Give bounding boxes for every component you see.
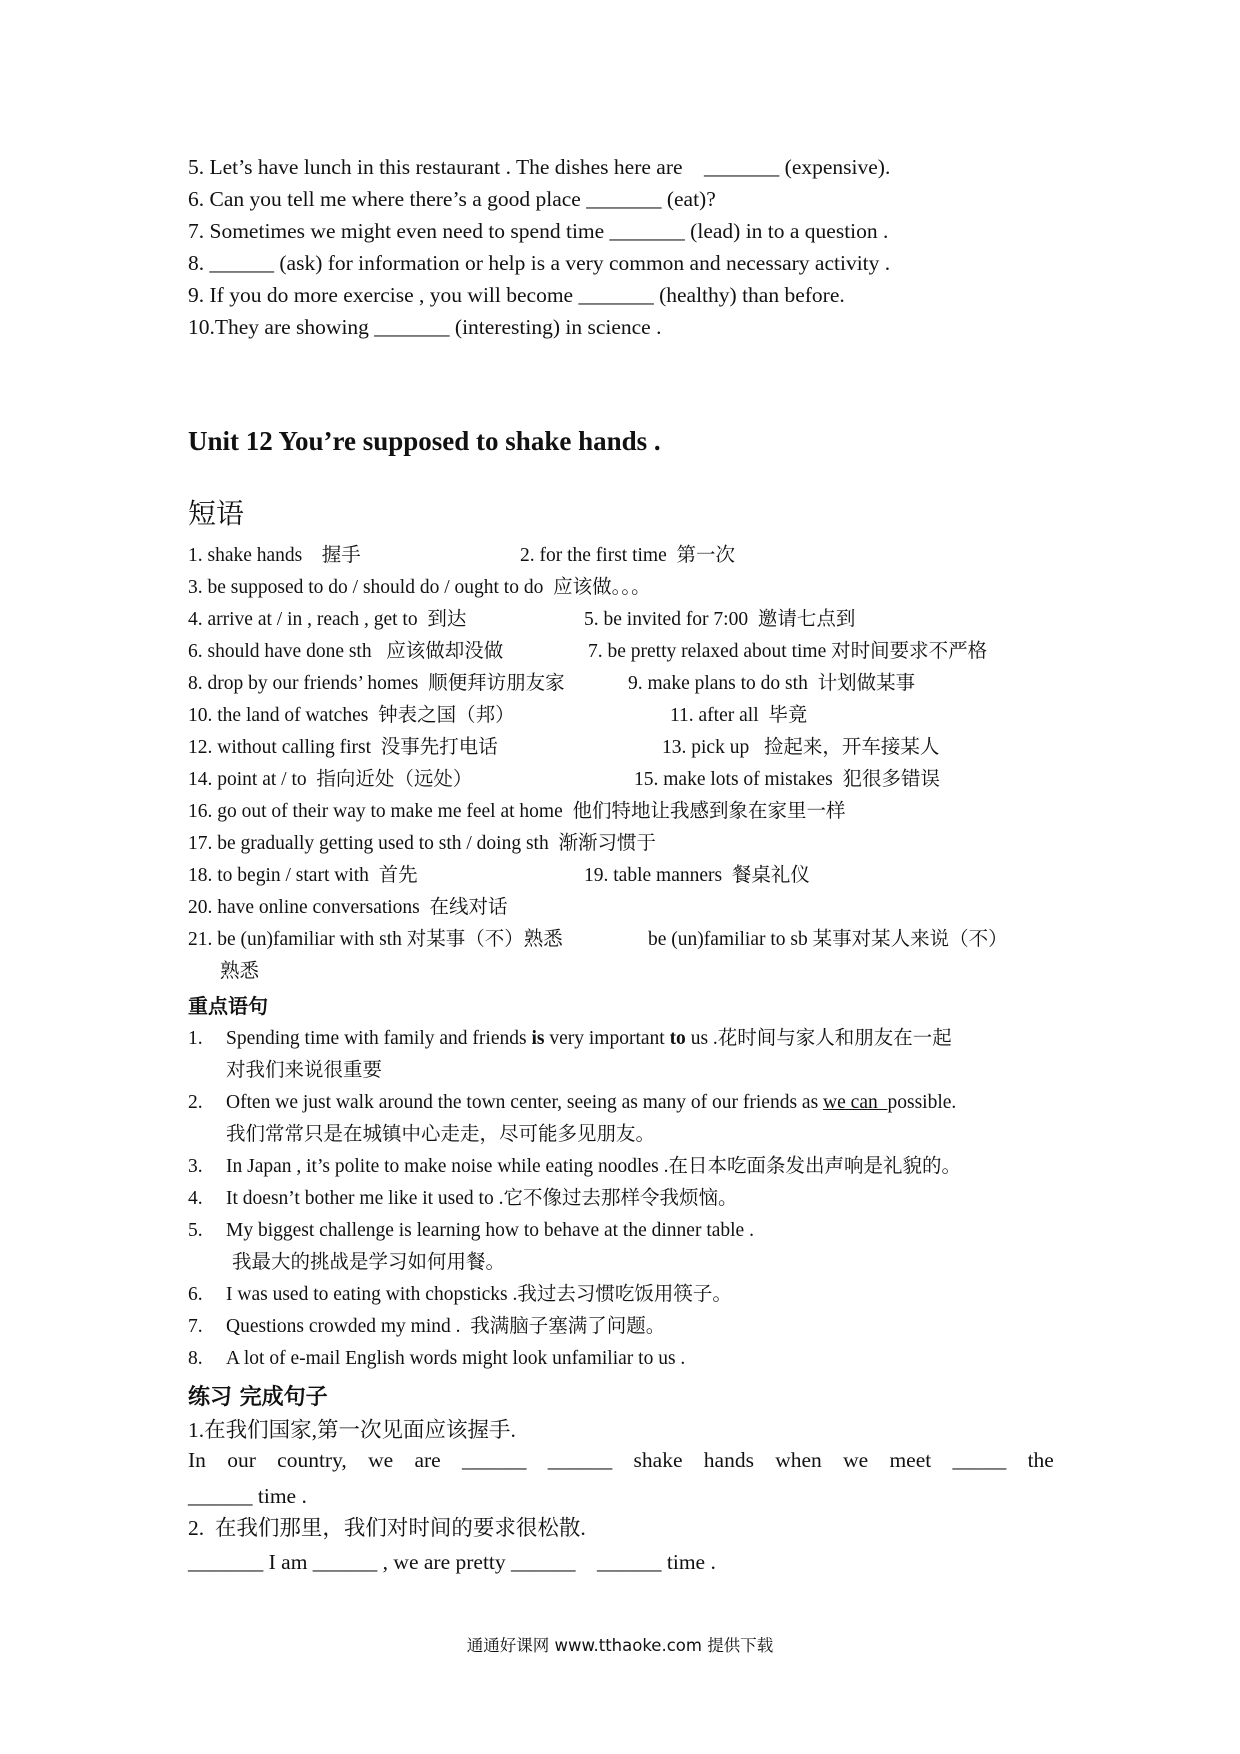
word: when — [775, 1448, 822, 1472]
practice-sentence — [188, 1448, 1054, 1473]
phrases-heading: 短语 — [188, 497, 245, 530]
phrase-item: 14. point at / to 指向近处（远处） — [188, 769, 473, 790]
word: the — [1027, 1448, 1054, 1472]
word: are — [414, 1448, 441, 1472]
sentence-translation: 对我们来说很重要 — [226, 1060, 383, 1081]
practice-sentence: _______ I am ______ , we are pretty ______ ______ time . — [188, 1550, 716, 1574]
sentence-text: I was used to eating with chopsticks .我过去习惯吃饭用筷子。 — [226, 1284, 732, 1305]
item-number: 8. — [188, 1348, 203, 1369]
phrase-item: 19. table manners 餐桌礼仪 — [584, 865, 810, 886]
phrase-item: 21. be (un)familiar with sth 对某事（不）熟悉 — [188, 929, 563, 950]
item-number: 7. — [188, 1316, 203, 1337]
exercise-item: 7. Sometimes we might even need to spend time _______ (lead) in to a question . — [188, 219, 889, 243]
exercise-item: 10.They are showing _______ (interesting) in science . — [188, 315, 662, 339]
item-number: 2. — [188, 1092, 203, 1113]
phrase-item: 3. be supposed to do / should do / ought to do 应该做。。。 — [188, 577, 651, 598]
word: we — [843, 1448, 869, 1472]
exercise-item: 9. If you do more exercise , you will become _______ (healthy) than before. — [188, 283, 845, 307]
phrase-item: 熟悉 — [220, 961, 260, 982]
sentence-text: Questions crowded my mind . 我满脑子塞满了问题。 — [226, 1316, 666, 1337]
item-number: 1. — [188, 1028, 203, 1049]
key-sentence — [0, 1152, 1240, 1184]
sentence-text — [226, 1024, 952, 1054]
blank[interactable]: ______ — [547, 1448, 613, 1472]
bold-word: to — [669, 1028, 686, 1049]
item-number: 6. — [188, 1284, 203, 1305]
phrase-item: 20. have online conversations 在线对话 — [188, 897, 508, 918]
phrase-item: 10. the land of watches 钟表之国（邦） — [188, 705, 515, 726]
item-number: 3. — [188, 1156, 203, 1177]
phrase-item: 13. pick up 捡起来，开车接某人 — [662, 737, 940, 758]
word: we — [368, 1448, 394, 1472]
text-run: Often we just walk around the town center, seeing as many of our friends as — [226, 1092, 824, 1113]
phrase-item: 1. shake hands 握手 — [188, 545, 361, 566]
sentence-text: It doesn’t bother me like it used to .它不像过去那样令我烦恼。 — [226, 1188, 738, 1209]
practice-heading: 练习 完成句子 — [188, 1385, 328, 1410]
phrase-item: 6. should have done sth 应该做却没做 — [188, 641, 504, 662]
sentence-text: My biggest challenge is learning how to behave at the dinner table . — [226, 1220, 754, 1241]
practice-sentence-cont: ______ time . — [188, 1484, 307, 1508]
phrase-item: 5. be invited for 7:00 邀请七点到 — [584, 609, 856, 630]
text-run: Spending time with family and friends — [226, 1028, 532, 1049]
phrase-item: 8. drop by our friends’ homes 顺便拜访朋友家 — [188, 673, 565, 694]
phrase-item: 18. to begin / start with 首先 — [188, 865, 418, 886]
word: our — [227, 1448, 256, 1472]
word: meet — [889, 1448, 932, 1472]
key-sentences-heading: 重点语句 — [188, 994, 268, 1018]
underlined-words: we can — [823, 1092, 888, 1113]
unit-title: Unit 12 You’re supposed to shake hands . — [188, 426, 661, 456]
phrase-item: 17. be gradually getting used to sth / doing sth 渐渐习惯于 — [188, 833, 656, 854]
key-sentence — [0, 1312, 1240, 1344]
sentence-text — [226, 1088, 956, 1118]
blank[interactable]: _____ — [952, 1448, 1007, 1472]
sentence-text: In Japan , it’s polite to make noise while eating noodles .在日本吃面条发出声响是礼貌的。 — [226, 1156, 961, 1177]
item-number: 4. — [188, 1188, 203, 1209]
word: shake — [633, 1448, 683, 1472]
sentence-translation: 我最大的挑战是学习如何用餐。 — [232, 1252, 506, 1273]
text-run: possible. — [887, 1092, 957, 1113]
exercise-item: 8. ______ (ask) for information or help is a very common and necessary activity . — [188, 251, 891, 275]
blank[interactable]: ______ — [461, 1448, 527, 1472]
key-sentence — [0, 1184, 1240, 1216]
word: hands — [703, 1448, 754, 1472]
word: country, — [277, 1448, 347, 1472]
phrase-item: be (un)familiar to sb 某事对某人来说（不） — [648, 929, 1008, 950]
sentence-translation: 我们常常只是在城镇中心走走，尽可能多见朋友。 — [226, 1124, 656, 1145]
practice-prompt: 1.在我们国家,第一次见面应该握手. — [188, 1418, 516, 1442]
key-sentence — [0, 1024, 1240, 1088]
phrase-item: 15. make lots of mistakes 犯很多错误 — [634, 769, 941, 790]
key-sentence — [0, 1280, 1240, 1312]
key-sentence — [0, 1216, 1240, 1280]
phrase-item: 4. arrive at / in , reach , get to 到达 — [188, 609, 467, 630]
key-sentence — [0, 1344, 1240, 1376]
practice-prompt: 2. 在我们那里，我们对时间的要求很松散. — [188, 1516, 586, 1540]
phrase-item: 16. go out of their way to make me feel at home 他们特地让我感到象在家里一样 — [188, 801, 846, 822]
text-run: us .花时间与家人和朋友在一起 — [685, 1028, 952, 1049]
page-footer: 通通好课网 www.tthaoke.com 提供下载 — [466, 1636, 774, 1655]
text-run: very important — [544, 1028, 670, 1049]
phrase-item: 7. be pretty relaxed about time 对时间要求不严格 — [588, 641, 988, 662]
phrase-item: 2. for the first time 第一次 — [520, 545, 736, 566]
exercise-item: 5. Let’s have lunch in this restaurant . The dishes here are _______ (expensive). — [188, 155, 891, 179]
bold-word: is — [531, 1028, 545, 1049]
key-sentence — [0, 1088, 1240, 1152]
phrase-item: 9. make plans to do sth 计划做某事 — [628, 673, 916, 694]
phrase-item: 12. without calling first 没事先打电话 — [188, 737, 498, 758]
word: In — [188, 1448, 206, 1472]
phrase-item: 11. after all 毕竟 — [670, 705, 808, 726]
exercise-item: 6. Can you tell me where there’s a good place _______ (eat)? — [188, 187, 716, 211]
sentence-text: A lot of e-mail English words might look unfamiliar to us . — [226, 1348, 686, 1369]
item-number: 5. — [188, 1220, 203, 1241]
